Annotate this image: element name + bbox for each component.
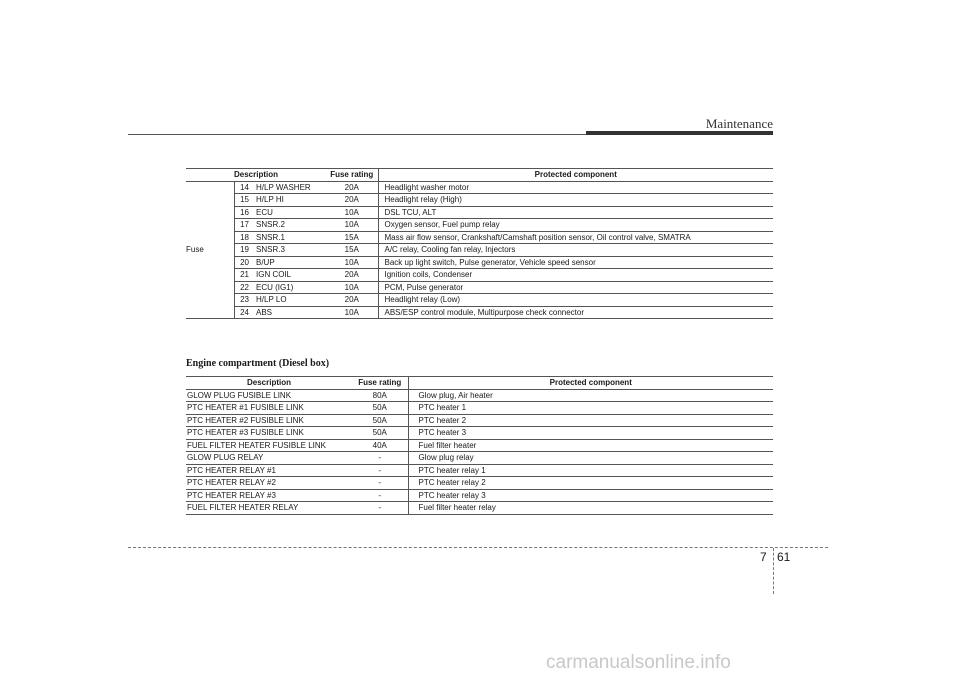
item-description: PTC HEATER RELAY #2 (186, 477, 352, 490)
fuse-name: H/LP HI (252, 194, 326, 207)
fuse-rating: 10A (326, 306, 378, 319)
item-description: FUEL FILTER HEATER RELAY (186, 502, 352, 515)
fuse-name: IGN COIL (252, 269, 326, 282)
fuse-number: 21 (234, 269, 252, 282)
item-description: PTC HEATER #3 FUSIBLE LINK (186, 427, 352, 440)
diesel-section-title: Engine compartment (Diesel box) (186, 358, 330, 369)
fuse-rating: 20A (326, 181, 378, 194)
fuse-name: H/LP WASHER (252, 181, 326, 194)
fuse-rating: 20A (326, 194, 378, 207)
protected-component: Mass air flow sensor, Crankshaft/Camshaft position sensor, Oil control valve, SMATRA (378, 231, 773, 244)
fuse-number: 19 (234, 244, 252, 257)
protected-component: DSL TCU, ALT (378, 206, 773, 219)
protected-component: Fuel filter heater (408, 439, 773, 452)
fuse-rating: - (352, 464, 408, 477)
fuse-table (186, 168, 773, 319)
fuse-name: ABS (252, 306, 326, 319)
protected-component: Headlight washer motor (378, 181, 773, 194)
fuse-rating: 10A (326, 256, 378, 269)
item-description: PTC HEATER RELAY #3 (186, 489, 352, 502)
diesel-table-header-row (186, 377, 773, 390)
protected-component: Fuel filter heater relay (408, 502, 773, 515)
item-description: PTC HEATER RELAY #1 (186, 464, 352, 477)
fuse-rating: 20A (326, 269, 378, 282)
item-description: PTC HEATER #1 FUSIBLE LINK (186, 402, 352, 415)
fuse-number: 24 (234, 306, 252, 319)
fuse-rating: 50A (352, 414, 408, 427)
table-row (186, 294, 773, 307)
fuse-rating: - (352, 477, 408, 490)
fuse-rating: 50A (352, 427, 408, 440)
page-separator (773, 548, 774, 594)
fuse-name: SNSR.3 (252, 244, 326, 257)
table-row (186, 206, 773, 219)
item-description: GLOW PLUG FUSIBLE LINK (186, 389, 352, 402)
fuse-table-header-row (186, 169, 773, 182)
col-header-protected-component: Protected component (378, 169, 773, 182)
fuse-rating: 80A (352, 389, 408, 402)
fuse-rating: 50A (352, 402, 408, 415)
fuse-number: 22 (234, 281, 252, 294)
protected-component: PTC heater 1 (408, 402, 773, 415)
fuse-number: 20 (234, 256, 252, 269)
protected-component: ABS/ESP control module, Multipurpose check connector (378, 306, 773, 319)
protected-component: Back up light switch, Pulse generator, Vehicle speed sensor (378, 256, 773, 269)
fuse-rating: 20A (326, 294, 378, 307)
fuse-name: ECU (IG1) (252, 281, 326, 294)
watermark-text: carmanualsonline.info (546, 652, 731, 673)
protected-component: Glow plug, Air heater (408, 389, 773, 402)
protected-component: PCM, Pulse generator (378, 281, 773, 294)
table-row (186, 414, 773, 427)
col-header-protected-component: Protected component (408, 377, 773, 390)
table-row (186, 502, 773, 515)
fuse-group-label: Fuse (186, 181, 234, 319)
table-row (186, 464, 773, 477)
fuse-rating: 15A (326, 231, 378, 244)
table-row (186, 231, 773, 244)
fuse-rating: 40A (352, 439, 408, 452)
table-row (186, 194, 773, 207)
protected-component: Headlight relay (High) (378, 194, 773, 207)
table-row (186, 389, 773, 402)
item-description: PTC HEATER #2 FUSIBLE LINK (186, 414, 352, 427)
fuse-name: ECU (252, 206, 326, 219)
table-row (186, 427, 773, 440)
protected-component: Ignition coils, Condenser (378, 269, 773, 282)
fuse-rating: 10A (326, 206, 378, 219)
page-number: 61 (777, 550, 791, 564)
table-row (186, 452, 773, 465)
col-header-description: Description (186, 169, 326, 182)
protected-component: PTC heater relay 1 (408, 464, 773, 477)
fuse-rating: 10A (326, 281, 378, 294)
fuse-rating: - (352, 502, 408, 515)
header-rule (128, 134, 588, 135)
fuse-name: SNSR.1 (252, 231, 326, 244)
fuse-number: 23 (234, 294, 252, 307)
protected-component: A/C relay, Cooling fan relay, Injectors (378, 244, 773, 257)
table-row (186, 306, 773, 319)
table-row (186, 269, 773, 282)
protected-component: PTC heater 3 (408, 427, 773, 440)
fuse-name: SNSR.2 (252, 219, 326, 232)
table-row (186, 244, 773, 257)
fuse-number: 17 (234, 219, 252, 232)
table-row (186, 256, 773, 269)
diesel-table (186, 376, 773, 515)
fuse-rating: 10A (326, 219, 378, 232)
section-header-title: Maintenance (705, 116, 773, 131)
fuse-rating: - (352, 452, 408, 465)
protected-component: PTC heater 2 (408, 414, 773, 427)
table-row (186, 281, 773, 294)
protected-component: PTC heater relay 3 (408, 489, 773, 502)
protected-component: Glow plug relay (408, 452, 773, 465)
protected-component: Headlight relay (Low) (378, 294, 773, 307)
table-row (186, 219, 773, 232)
fuse-rating: 15A (326, 244, 378, 257)
col-header-fuse-rating: Fuse rating (352, 377, 408, 390)
protected-component: Oxygen sensor, Fuel pump relay (378, 219, 773, 232)
item-description: GLOW PLUG RELAY (186, 452, 352, 465)
fuse-number: 14 (234, 181, 252, 194)
footer-rule (128, 547, 828, 548)
col-header-description: Description (186, 377, 352, 390)
table-row (186, 477, 773, 490)
fuse-number: 15 (234, 194, 252, 207)
table-row (186, 181, 773, 194)
protected-component: PTC heater relay 2 (408, 477, 773, 490)
fuse-name: H/LP LO (252, 294, 326, 307)
header-rule-accent (586, 131, 773, 135)
chapter-number: 7 (760, 550, 767, 564)
fuse-number: 18 (234, 231, 252, 244)
item-description: FUEL FILTER HEATER FUSIBLE LINK (186, 439, 352, 452)
fuse-number: 16 (234, 206, 252, 219)
fuse-rating: - (352, 489, 408, 502)
table-row (186, 402, 773, 415)
col-header-fuse-rating: Fuse rating (326, 169, 378, 182)
table-row (186, 439, 773, 452)
fuse-name: B/UP (252, 256, 326, 269)
table-row (186, 489, 773, 502)
